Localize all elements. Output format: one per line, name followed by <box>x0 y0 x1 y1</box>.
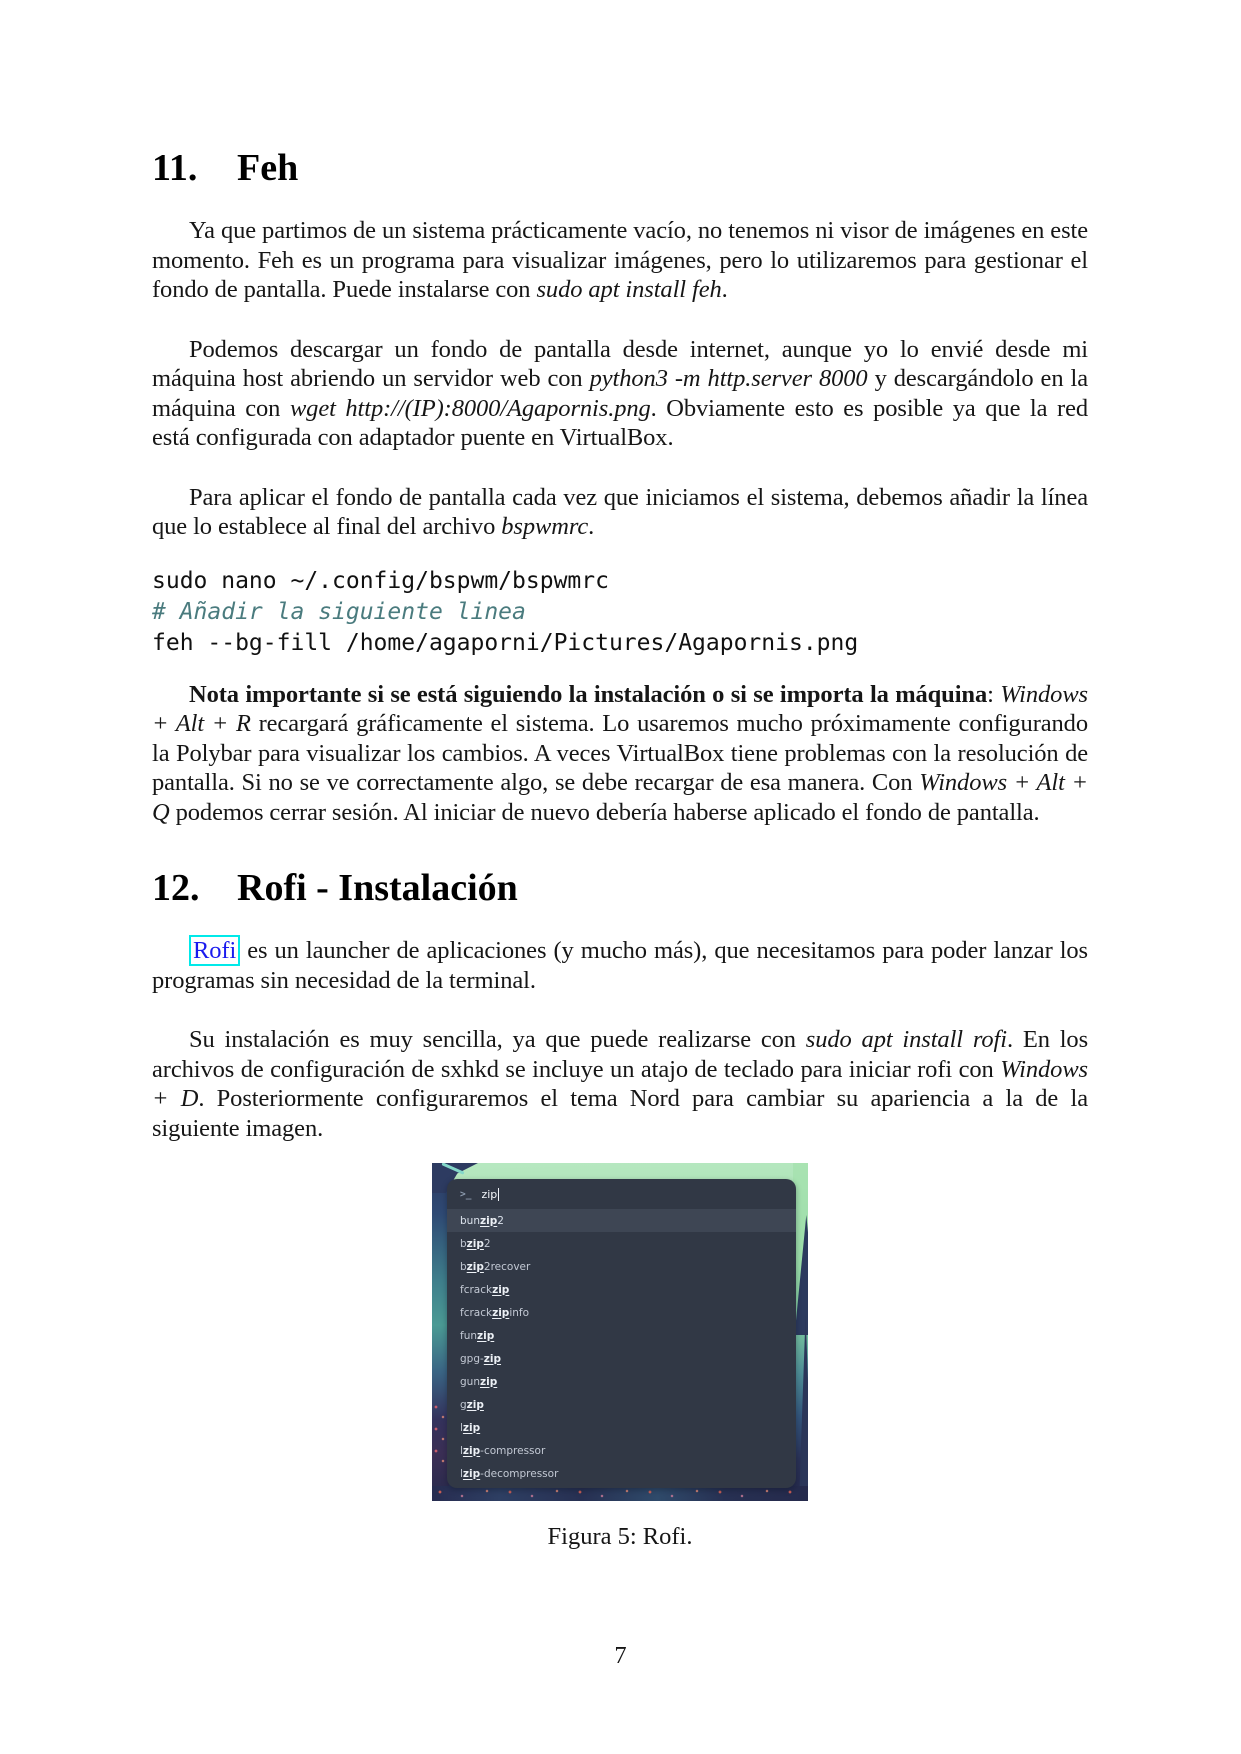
section-11-heading <box>152 148 1088 188</box>
rofi-result-item-selected: bun zip 2 <box>447 1209 796 1232</box>
terminal-prompt-icon: >_ <box>460 1188 472 1200</box>
rofi-result-item: l zip <box>460 1421 481 1434</box>
paragraph-rofi-install: Su instalación es muy sencilla, ya que puede realizarse con sudo apt install rofi. En los archivos de configuración de sxhkd se incluye un atajo de teclado para iniciar rofi con Windows + D. Posteriormente configuraremos el tema Nord para cambiar su apariencia a la de la siguiente imagen. <box>152 1026 1088 1142</box>
rofi-result-item: fun zip <box>460 1329 495 1342</box>
rofi-hyperlink[interactable]: Rofi <box>189 935 240 966</box>
rofi-result-item: gun zip <box>460 1375 498 1388</box>
section-12-heading <box>152 868 1088 908</box>
section-number: 12. <box>152 867 200 909</box>
paragraph-wallpaper-download: Podemos descargar un fondo de pantalla desde internet, aunque yo lo envié desde mi máquina host abriendo un servidor web con python3 -m http.server 8000 y descargándolo en la máquina con wget http://(IP):8000/Agapornis.png. Obviamente esto es posible ya que la red está configurada con adaptador puente en VirtualBox. <box>152 335 1088 451</box>
rofi-result-item: fcrack zip info <box>460 1306 530 1319</box>
paragraph-feh-intro: Ya que partimos de un sistema prácticamente vacío, no tenemos ni visor de imágenes en este momento. Feh es un programa para visualizar imágenes, pero lo utilizaremos para gestionar el fondo de pantalla. Puede instalarse con sudo apt install feh. <box>152 217 1088 303</box>
code-line: feh --bg-fill /home/agaporni/Pictures/Agapornis.png <box>152 629 859 656</box>
page-content <box>152 148 1088 1552</box>
rofi-result-item: l zip -decompressor <box>460 1467 559 1480</box>
page-number: 7 <box>614 1642 627 1669</box>
rofi-result-item: l zip -compressor <box>460 1444 546 1457</box>
rofi-prompt-bar <box>447 1179 796 1209</box>
rofi-result-item: b zip 2 <box>460 1237 491 1250</box>
rofi-result-item: gpg- zip <box>460 1352 502 1365</box>
rofi-search-query: zip <box>481 1187 498 1201</box>
rofi-result-item: fcrack zip <box>460 1283 510 1296</box>
wallpaper-speckles <box>432 1488 808 1501</box>
figure-rofi <box>152 1163 1088 1552</box>
rofi-result-list <box>447 1209 796 1488</box>
paragraph-rofi-intro: Rofi es un launcher de aplicaciones (y mucho más), que necesitamos para poder lanzar los programas sin necesidad de la terminal. <box>152 937 1088 994</box>
section-title: Rofi - Instalación <box>237 867 518 909</box>
paragraph-nota-importante: Nota importante si se está siguiendo la instalación o si se importa la máquina: Windows + Alt + R recargará gráficamente el sistema. Lo usaremos mucho próximamente configurando la Polybar para visualizar los cambios. A veces VirtualBox tiene problemas con la resolución de pantalla. Si no se ve correctamente algo, se debe recargar de esa manera. Con Windows + Alt + Q podemos cerrar sesión. Al iniciar de nuevo debería haberse aplicado el fondo de pantalla. <box>152 680 1088 826</box>
section-title: Feh <box>237 147 299 189</box>
rofi-window <box>447 1179 796 1488</box>
code-comment-line: # Añadir la siguiente linea <box>152 598 526 625</box>
rofi-result-item: g zip <box>460 1398 484 1411</box>
text-cursor <box>498 1188 499 1201</box>
code-line: sudo nano ~/.config/bspwm/bspwmrc <box>152 567 609 594</box>
rofi-screenshot <box>432 1163 808 1501</box>
rofi-result-item: b zip 2recover <box>460 1260 531 1273</box>
code-block-bspwmrc <box>152 566 1088 659</box>
paragraph-apply-wallpaper: Para aplicar el fondo de pantalla cada vez que iniciamos el sistema, debemos añadir la línea que lo establece al final del archivo bspwmrc. <box>152 483 1088 540</box>
figure-caption: Figura 5: Rofi. <box>547 1523 693 1550</box>
section-number: 11. <box>152 147 198 189</box>
